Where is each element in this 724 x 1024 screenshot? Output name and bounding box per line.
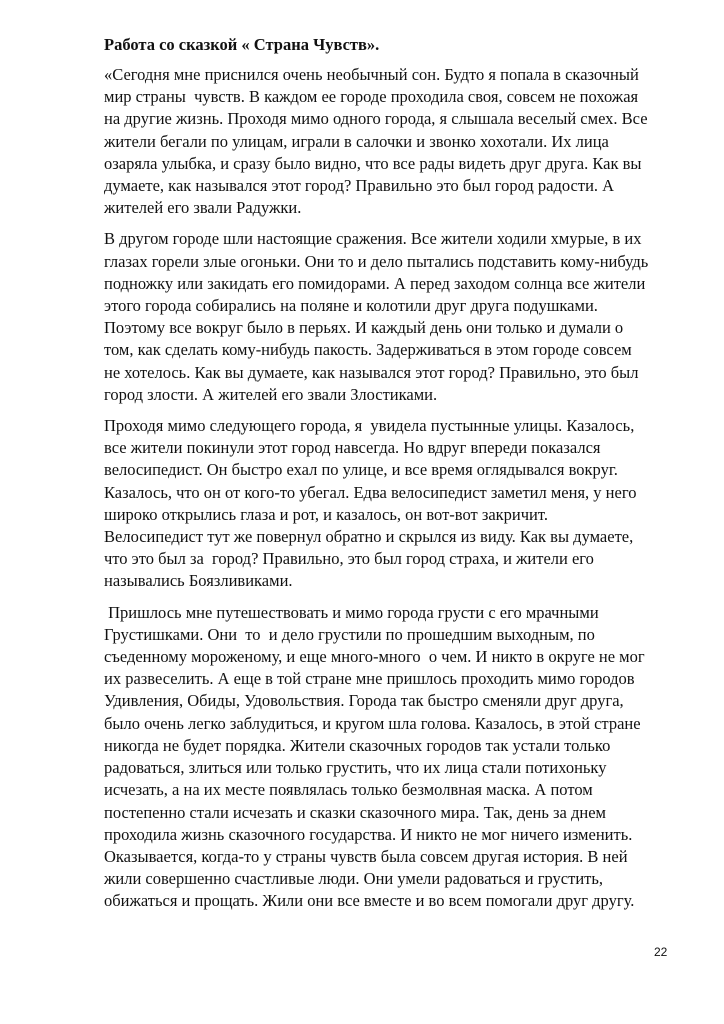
text-line: этого города собирались на поляне и колотили друг друга подушками.: [104, 296, 598, 316]
text-line: Проходя мимо следующего города, я увидела пустынные улицы. Казалось,: [104, 416, 635, 436]
text-line: город злости. А жителей его звали Злостиками.: [104, 384, 438, 404]
text-line: Пришлось мне путешествовать и мимо города грусти с его мрачными: [104, 602, 599, 622]
paragraph-3: [104, 415, 662, 593]
text-line: Велосипедист тут же повернул обратно и скрылся из виду. Как вы думаете,: [104, 527, 634, 547]
document-page: [104, 34, 662, 922]
text-line: жители бегали по улицам, играли в салочки и звонко хохотали. Их лица: [104, 131, 609, 151]
text-line: что это был за город? Правильно, это был город страха, и жители его: [104, 549, 594, 569]
text-line: подножку или закидать его помидорами. А перед заходом солнца все жители: [104, 273, 646, 293]
text-line: В другом городе шли настоящие сражения. Все жители ходили хмурые, в их: [104, 229, 642, 249]
text-line: Оказывается, когда-то у страны чувств была совсем другая история. В ней: [104, 846, 628, 866]
text-line: жили совершенно счастливые люди. Они умели радоваться и грустить,: [104, 869, 604, 889]
text-line: обижаться и прощать. Жили они все вместе и во всем помогали друг другу.: [104, 891, 635, 911]
paragraph-2: [104, 228, 662, 406]
text-line: думаете, как назывался этот город? Правильно это был город радости. А: [104, 176, 615, 196]
text-line: мир страны чувств. В каждом ее городе проходила своя, совсем не похожая: [104, 87, 639, 107]
text-line: широко открылись глаза и рот, и казалось, он вот-вот закричит.: [104, 504, 548, 524]
text-line: Поэтому все вокруг было в перьях. И каждый день они только и думали о: [104, 318, 624, 338]
paragraph-4: [104, 602, 662, 913]
page-title: Работа со сказкой « Страна Чувств».: [104, 35, 380, 54]
text-line: не хотелось. Как вы думаете, как назывался этот город? Правильно, это был: [104, 362, 639, 382]
text-line: постепенно стали исчезать и сказки сказочного мира. Так, день за днем: [104, 802, 606, 822]
paragraph-1: [104, 64, 662, 219]
text-line: исчезать, а на их месте появлялась только безмолвная маска. А потом: [104, 780, 593, 800]
text-line: их развеселить. А еще в той стране мне пришлось проходить мимо городов: [104, 669, 635, 689]
text-line: съеденному мороженому, и еще много-много о чем. И никто в округе не мог: [104, 647, 645, 667]
text-line: назывались Боязливиками.: [104, 571, 293, 591]
text-line: проходила жизнь сказочного государства. И никто не мог ничего изменить.: [104, 824, 633, 844]
text-line: Грустишками. Они то и дело грустили по прошедшим выходным, по: [104, 624, 595, 644]
text-line: «Сегодня мне приснился очень необычный сон. Будто я попала в сказочный: [104, 65, 639, 84]
text-line: никогда не будет порядка. Жители сказочных городов так устали только: [104, 735, 611, 755]
text-line: глазах горели злые огоньки. Они то и дело пытались подставить кому-нибудь: [104, 251, 649, 271]
text-line: Удивления, Обиды, Удовольствия. Города так быстро сменяли друг друга,: [104, 691, 624, 711]
text-line: том, как сделать кому-нибудь пакость. Задерживаться в этом городе совсем: [104, 340, 632, 360]
text-line: все жители покинули этот город навсегда. Но вдруг впереди показался: [104, 438, 601, 458]
text-line: озаряла улыбка, и сразу было видно, что все рады видеть друг друга. Как вы: [104, 153, 642, 173]
text-line: радоваться, злиться или только грустить, что их лица стали потихоньку: [104, 758, 607, 778]
text-line: жителей его звали Радужки.: [104, 198, 302, 218]
page-number: 22: [654, 945, 668, 959]
text-line: на другие жизнь. Проходя мимо одного города, я слышала веселый смех. Все: [104, 109, 648, 129]
text-line: было очень легко заблудиться, и кругом шла голова. Казалось, в этой стране: [104, 713, 641, 733]
text-line: велосипедист. Он быстро ехал по улице, и все время оглядывался вокруг.: [104, 460, 618, 480]
text-line: Казалось, что он от кого-то убегал. Едва велосипедист заметил меня, у него: [104, 482, 637, 502]
